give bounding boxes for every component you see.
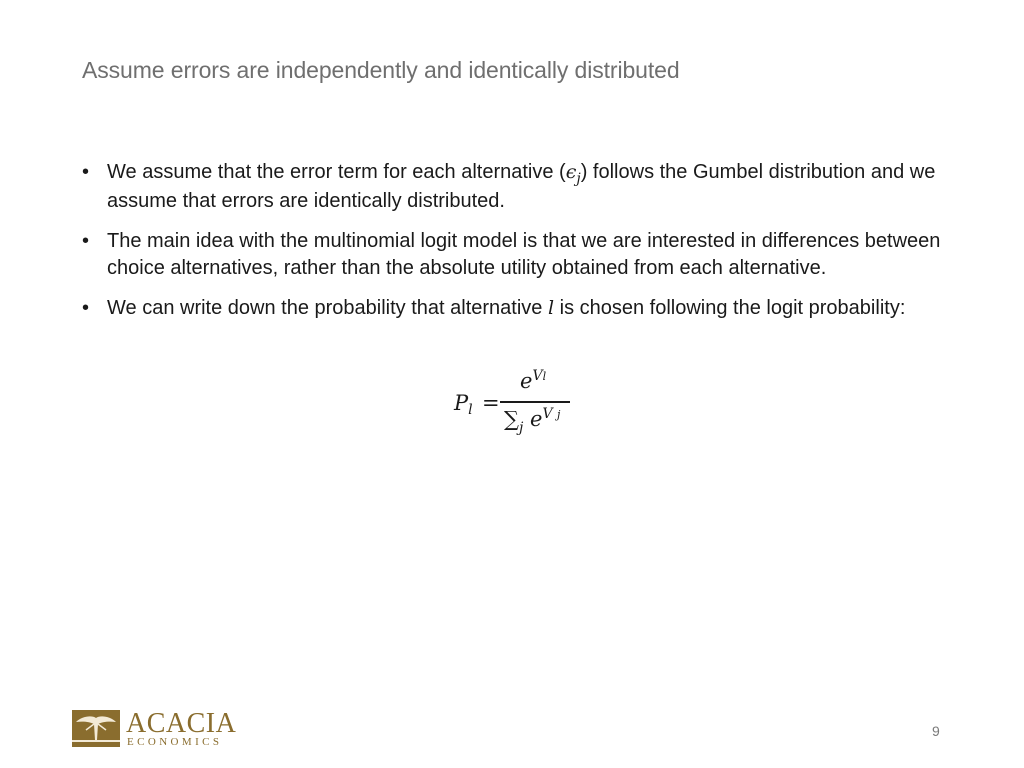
bullet-text: ) follows the Gumbel distribution and we assume that errors are identically distributed. — [107, 161, 936, 212]
formula-equals: = — [482, 391, 500, 415]
logo-subtitle: ECONOMICS — [127, 736, 223, 748]
epsilon-subscript: j — [576, 171, 581, 187]
logo-name: ACACIA — [126, 708, 237, 739]
fraction-bar — [500, 401, 570, 403]
bullet-item — [82, 159, 962, 214]
formula-numerator: $e^{Vl}$ — [520, 368, 547, 393]
bullet-marker: • — [82, 230, 90, 252]
bullet-text: is chosen following the logit probability: — [554, 297, 906, 319]
page-number: 9 — [932, 723, 940, 739]
slide-title: Assume errors are independently and identically distributed — [82, 57, 680, 83]
bullet-text: We assume that the error term for each alternative ( — [107, 161, 566, 183]
bullet-marker: • — [82, 161, 90, 183]
bullet-item — [82, 228, 962, 281]
bullet-text: We can write down the probability that alternative — [107, 297, 548, 319]
epsilon-symbol: ϵ — [565, 161, 577, 183]
acacia-tree-icon — [72, 710, 120, 747]
formula-denominator: $\sum_j$ $e^{V j}$ — [504, 406, 561, 436]
bullet-marker: • — [82, 297, 90, 319]
formula-lhs: $P_l$ — [454, 391, 473, 418]
bullet-item — [82, 295, 962, 322]
l-symbol: l — [547, 297, 555, 319]
logit-formula — [452, 366, 582, 446]
bullet-text: The main idea with the multinomial logit model is that we are interested in differences between choice alternatives, rather than the absolute utility obtained from each alternative. — [107, 230, 941, 279]
bullet-list — [82, 159, 962, 336]
